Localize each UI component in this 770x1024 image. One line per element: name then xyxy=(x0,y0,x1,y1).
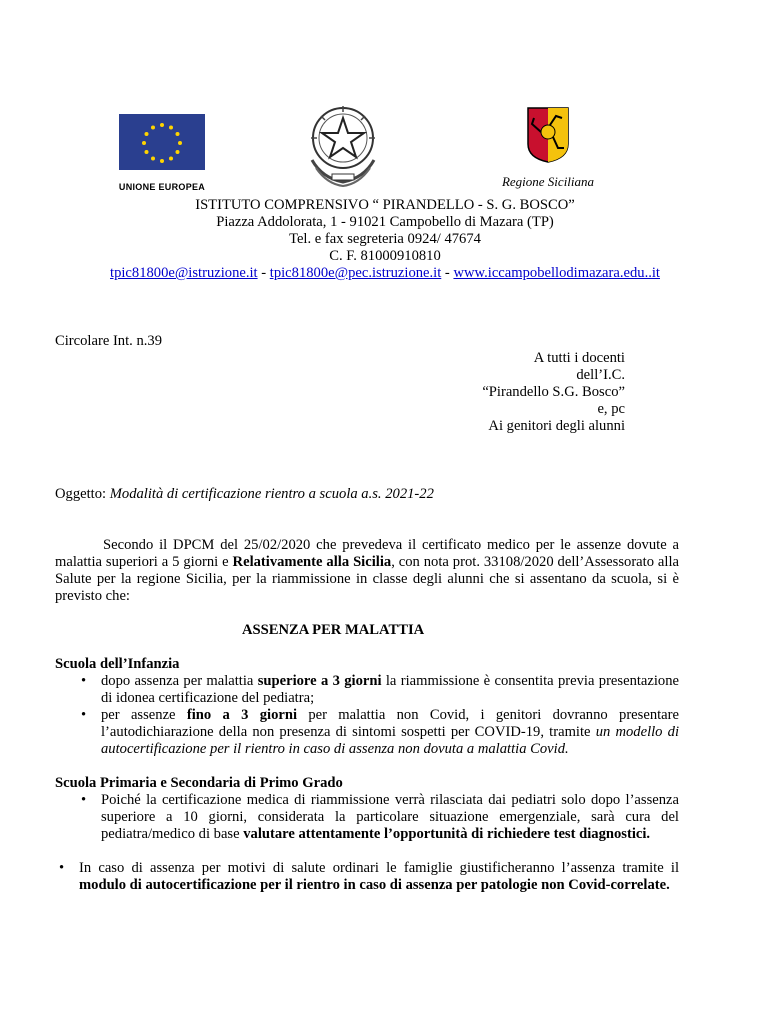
school-tax-code: C. F. 81000910810 xyxy=(329,248,441,264)
section-title: ASSENZA PER MALATTIA xyxy=(242,622,425,638)
eu-caption: UNIONE EUROPEA xyxy=(118,182,206,192)
regione-sicilia-logo xyxy=(488,104,608,189)
school-address: Piazza Addolorata, 1 - 91021 Campobello di Mazara (TP) xyxy=(216,214,554,230)
list-item: • Poiché la certificazione medica di riammissione verrà rilasciata dai pediatri solo dopo l’assenza superiore a 10 giorni, considerata la particolare situazione emergenziale, sarà cura del pediatra/medico di base valutare attentamente l’opportunità di richiedere test diagnostici. xyxy=(81,792,679,842)
recipient-line: dell’I.C. xyxy=(576,367,625,383)
school-phone: Tel. e fax segreteria 0924/ 47674 xyxy=(289,231,481,247)
eu-flag-icon xyxy=(107,112,217,172)
list-item: • dopo assenza per malattia superiore a 3 giorni la riammissione è consentita previa presentazione di idonea certificazione del pediatra; xyxy=(81,673,679,706)
list-item: • In caso di assenza per motivi di salute ordinari le famiglie giustificheranno l’assenza tramite il modulo di autocertificazione per il rientro in caso di assenza per patologie non Covid-correlate. xyxy=(59,860,679,893)
eu-logo xyxy=(107,112,217,192)
italian-republic-emblem xyxy=(302,98,384,190)
primaria-list-outer xyxy=(59,860,679,894)
subject-label: Oggetto: xyxy=(55,486,110,502)
primaria-heading: Scuola Primaria e Secondaria di Primo Grado xyxy=(55,775,343,791)
recipient-line: A tutti i docenti xyxy=(533,350,625,366)
infanzia-heading: Scuola dell’Infanzia xyxy=(55,656,180,672)
school-header xyxy=(0,197,770,282)
website-link[interactable]: www.iccampobellodimazara.edu..it xyxy=(453,265,660,281)
separator: - xyxy=(257,265,270,281)
school-name: ISTITUTO COMPRENSIVO “ PIRANDELLO - S. G. BOSCO” xyxy=(195,197,575,213)
primaria-list xyxy=(81,792,679,843)
subject-line xyxy=(55,486,434,503)
infanzia-list xyxy=(81,673,679,758)
trinacria-shield-icon xyxy=(488,104,608,164)
list-item: • per assenze fino a 3 giorni per malattia non Covid, i genitori dovranno presentare l’autodichiarazione della non presenza di sintomi sospetti per COVID-19, tramite un modello di autocertificazione per il rientro in caso di assenza non dovuta a malattia Covid. xyxy=(81,707,679,757)
recipient-line: Ai genitori degli alunni xyxy=(488,418,625,434)
intro-paragraph: Secondo il DPCM del 25/02/2020 che prevedeva il certificato medico per le assenze dovute a malattia superiori a 5 giorni e Relativamente alla Sicilia, con nota prot. 33108/2020 dell’Assessorato alla Salute per la regione Sicilia, per la riammissione in classe degli alunni che si assentano da scuola, si è previsto che: xyxy=(55,537,679,604)
pec-email-link[interactable]: tpic81800e@pec.istruzione.it xyxy=(269,265,442,281)
recipient-line: e, pc xyxy=(597,401,625,417)
contact-links xyxy=(0,265,770,282)
recipient-line: “Pirandello S.G. Bosco” xyxy=(482,384,625,400)
sicily-caption: Regione Siciliana xyxy=(501,174,595,189)
email-link[interactable]: tpic81800e@istruzione.it xyxy=(110,265,258,281)
emblem-star-icon xyxy=(302,98,384,190)
recipients-block xyxy=(380,350,625,435)
separator: - xyxy=(441,265,454,281)
subject-text: Modalità di certificazione rientro a scuola a.s. 2021-22 xyxy=(109,486,434,502)
circular-number: Circolare Int. n.39 xyxy=(55,333,162,349)
